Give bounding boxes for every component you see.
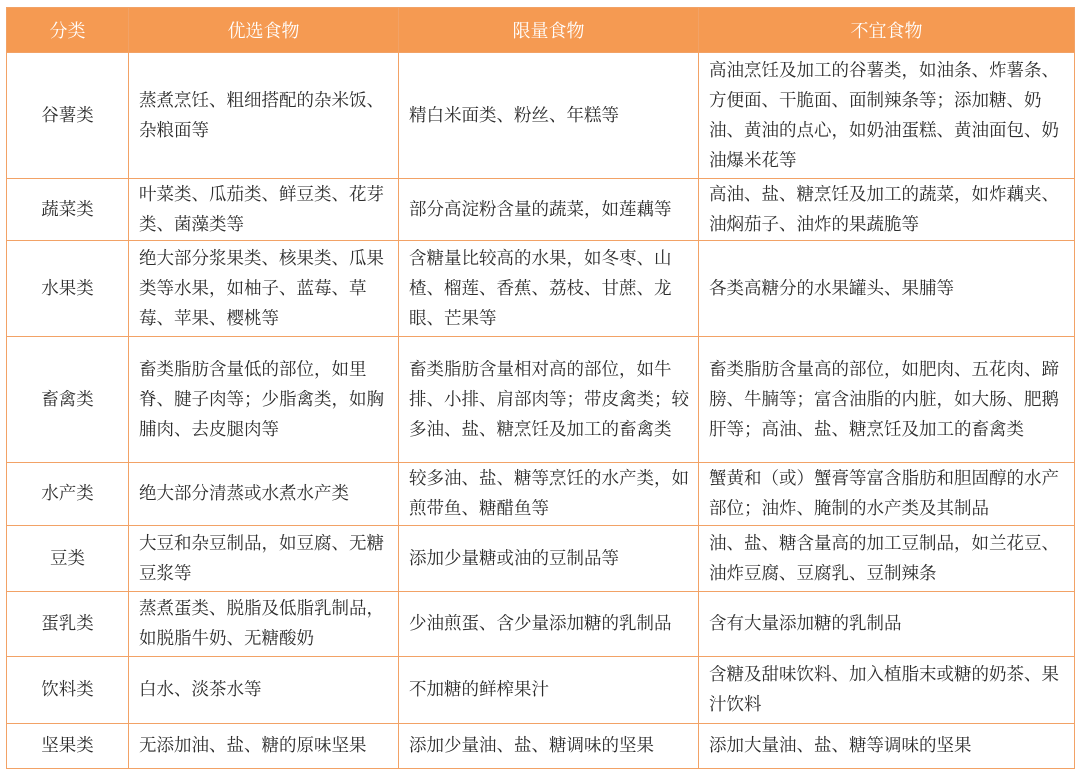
preferred-cell: 大豆和杂豆制品，如豆腐、无糖豆浆等 [129,526,399,592]
avoid-cell: 高油、盐、糖烹饪及加工的蔬菜，如炸藕夹、油焖茄子、油炸的果蔬脆等 [699,179,1075,241]
avoid-cell: 畜类脂肪含量高的部位，如肥肉、五花肉、蹄膀、牛腩等；富含油脂的内脏，如大肠、肥鹅肝等；高油、盐、糖烹饪及加工的畜禽类 [699,337,1075,463]
category-cell: 水果类 [7,241,129,337]
preferred-cell: 畜类脂肪含量低的部位，如里脊、腱子肉等；少脂禽类，如胸脯肉、去皮腿肉等 [129,337,399,463]
preferred-cell: 叶菜类、瓜茄类、鲜豆类、花芽类、菌藻类等 [129,179,399,241]
category-cell: 饮料类 [7,657,129,724]
food-recommendation-table [6,7,1075,769]
table-row [7,592,1075,657]
table-row [7,657,1075,724]
preferred-cell: 白水、淡茶水等 [129,657,399,724]
preferred-cell: 绝大部分浆果类、核果类、瓜果类等水果，如柚子、蓝莓、草莓、苹果、樱桃等 [129,241,399,337]
preferred-cell: 无添加油、盐、糖的原味坚果 [129,724,399,769]
limited-cell: 畜类脂肪含量相对高的部位，如牛排、小排、肩部肉等；带皮禽类；较多油、盐、糖烹饪及加工的畜禽类 [399,337,699,463]
category-cell: 蛋乳类 [7,592,129,657]
category-cell: 蔬菜类 [7,179,129,241]
avoid-cell: 蟹黄和（或）蟹膏等富含脂肪和胆固醇的水产部位；油炸、腌制的水产类及其制品 [699,463,1075,526]
table-row [7,463,1075,526]
limited-cell: 部分高淀粉含量的蔬菜，如莲藕等 [399,179,699,241]
category-cell: 水产类 [7,463,129,526]
limited-cell: 添加少量糖或油的豆制品等 [399,526,699,592]
header-category: 分类 [7,8,129,53]
header-row [7,8,1075,53]
category-cell: 畜禽类 [7,337,129,463]
avoid-cell: 添加大量油、盐、糖等调味的坚果 [699,724,1075,769]
avoid-cell: 各类高糖分的水果罐头、果脯等 [699,241,1075,337]
table-row [7,241,1075,337]
limited-cell: 精白米面类、粉丝、年糕等 [399,53,699,179]
avoid-cell: 高油烹饪及加工的谷薯类，如油条、炸薯条、方便面、干脆面、面制辣条等；添加糖、奶油、黄油的点心，如奶油蛋糕、黄油面包、奶油爆米花等 [699,53,1075,179]
limited-cell: 少油煎蛋、含少量添加糖的乳制品 [399,592,699,657]
category-cell: 豆类 [7,526,129,592]
table-row [7,526,1075,592]
header-limited-foods: 限量食物 [399,8,699,53]
header-preferred-foods: 优选食物 [129,8,399,53]
header-avoid-foods: 不宜食物 [699,8,1075,53]
table-row [7,337,1075,463]
preferred-cell: 绝大部分清蒸或水煮水产类 [129,463,399,526]
limited-cell: 较多油、盐、糖等烹饪的水产类，如煎带鱼、糖醋鱼等 [399,463,699,526]
limited-cell: 含糖量比较高的水果，如冬枣、山楂、榴莲、香蕉、荔枝、甘蔗、龙眼、芒果等 [399,241,699,337]
table-row [7,724,1075,769]
table-row [7,179,1075,241]
limited-cell: 添加少量油、盐、糖调味的坚果 [399,724,699,769]
avoid-cell: 含有大量添加糖的乳制品 [699,592,1075,657]
category-cell: 谷薯类 [7,53,129,179]
avoid-cell: 油、盐、糖含量高的加工豆制品，如兰花豆、油炸豆腐、豆腐乳、豆制辣条 [699,526,1075,592]
limited-cell: 不加糖的鲜榨果汁 [399,657,699,724]
category-cell: 坚果类 [7,724,129,769]
food-recommendation-table-wrapper [6,7,1074,769]
table-row [7,53,1075,179]
preferred-cell: 蒸煮烹饪、粗细搭配的杂米饭、杂粮面等 [129,53,399,179]
avoid-cell: 含糖及甜味饮料、加入植脂末或糖的奶茶、果汁饮料 [699,657,1075,724]
preferred-cell: 蒸煮蛋类、脱脂及低脂乳制品，如脱脂牛奶、无糖酸奶 [129,592,399,657]
